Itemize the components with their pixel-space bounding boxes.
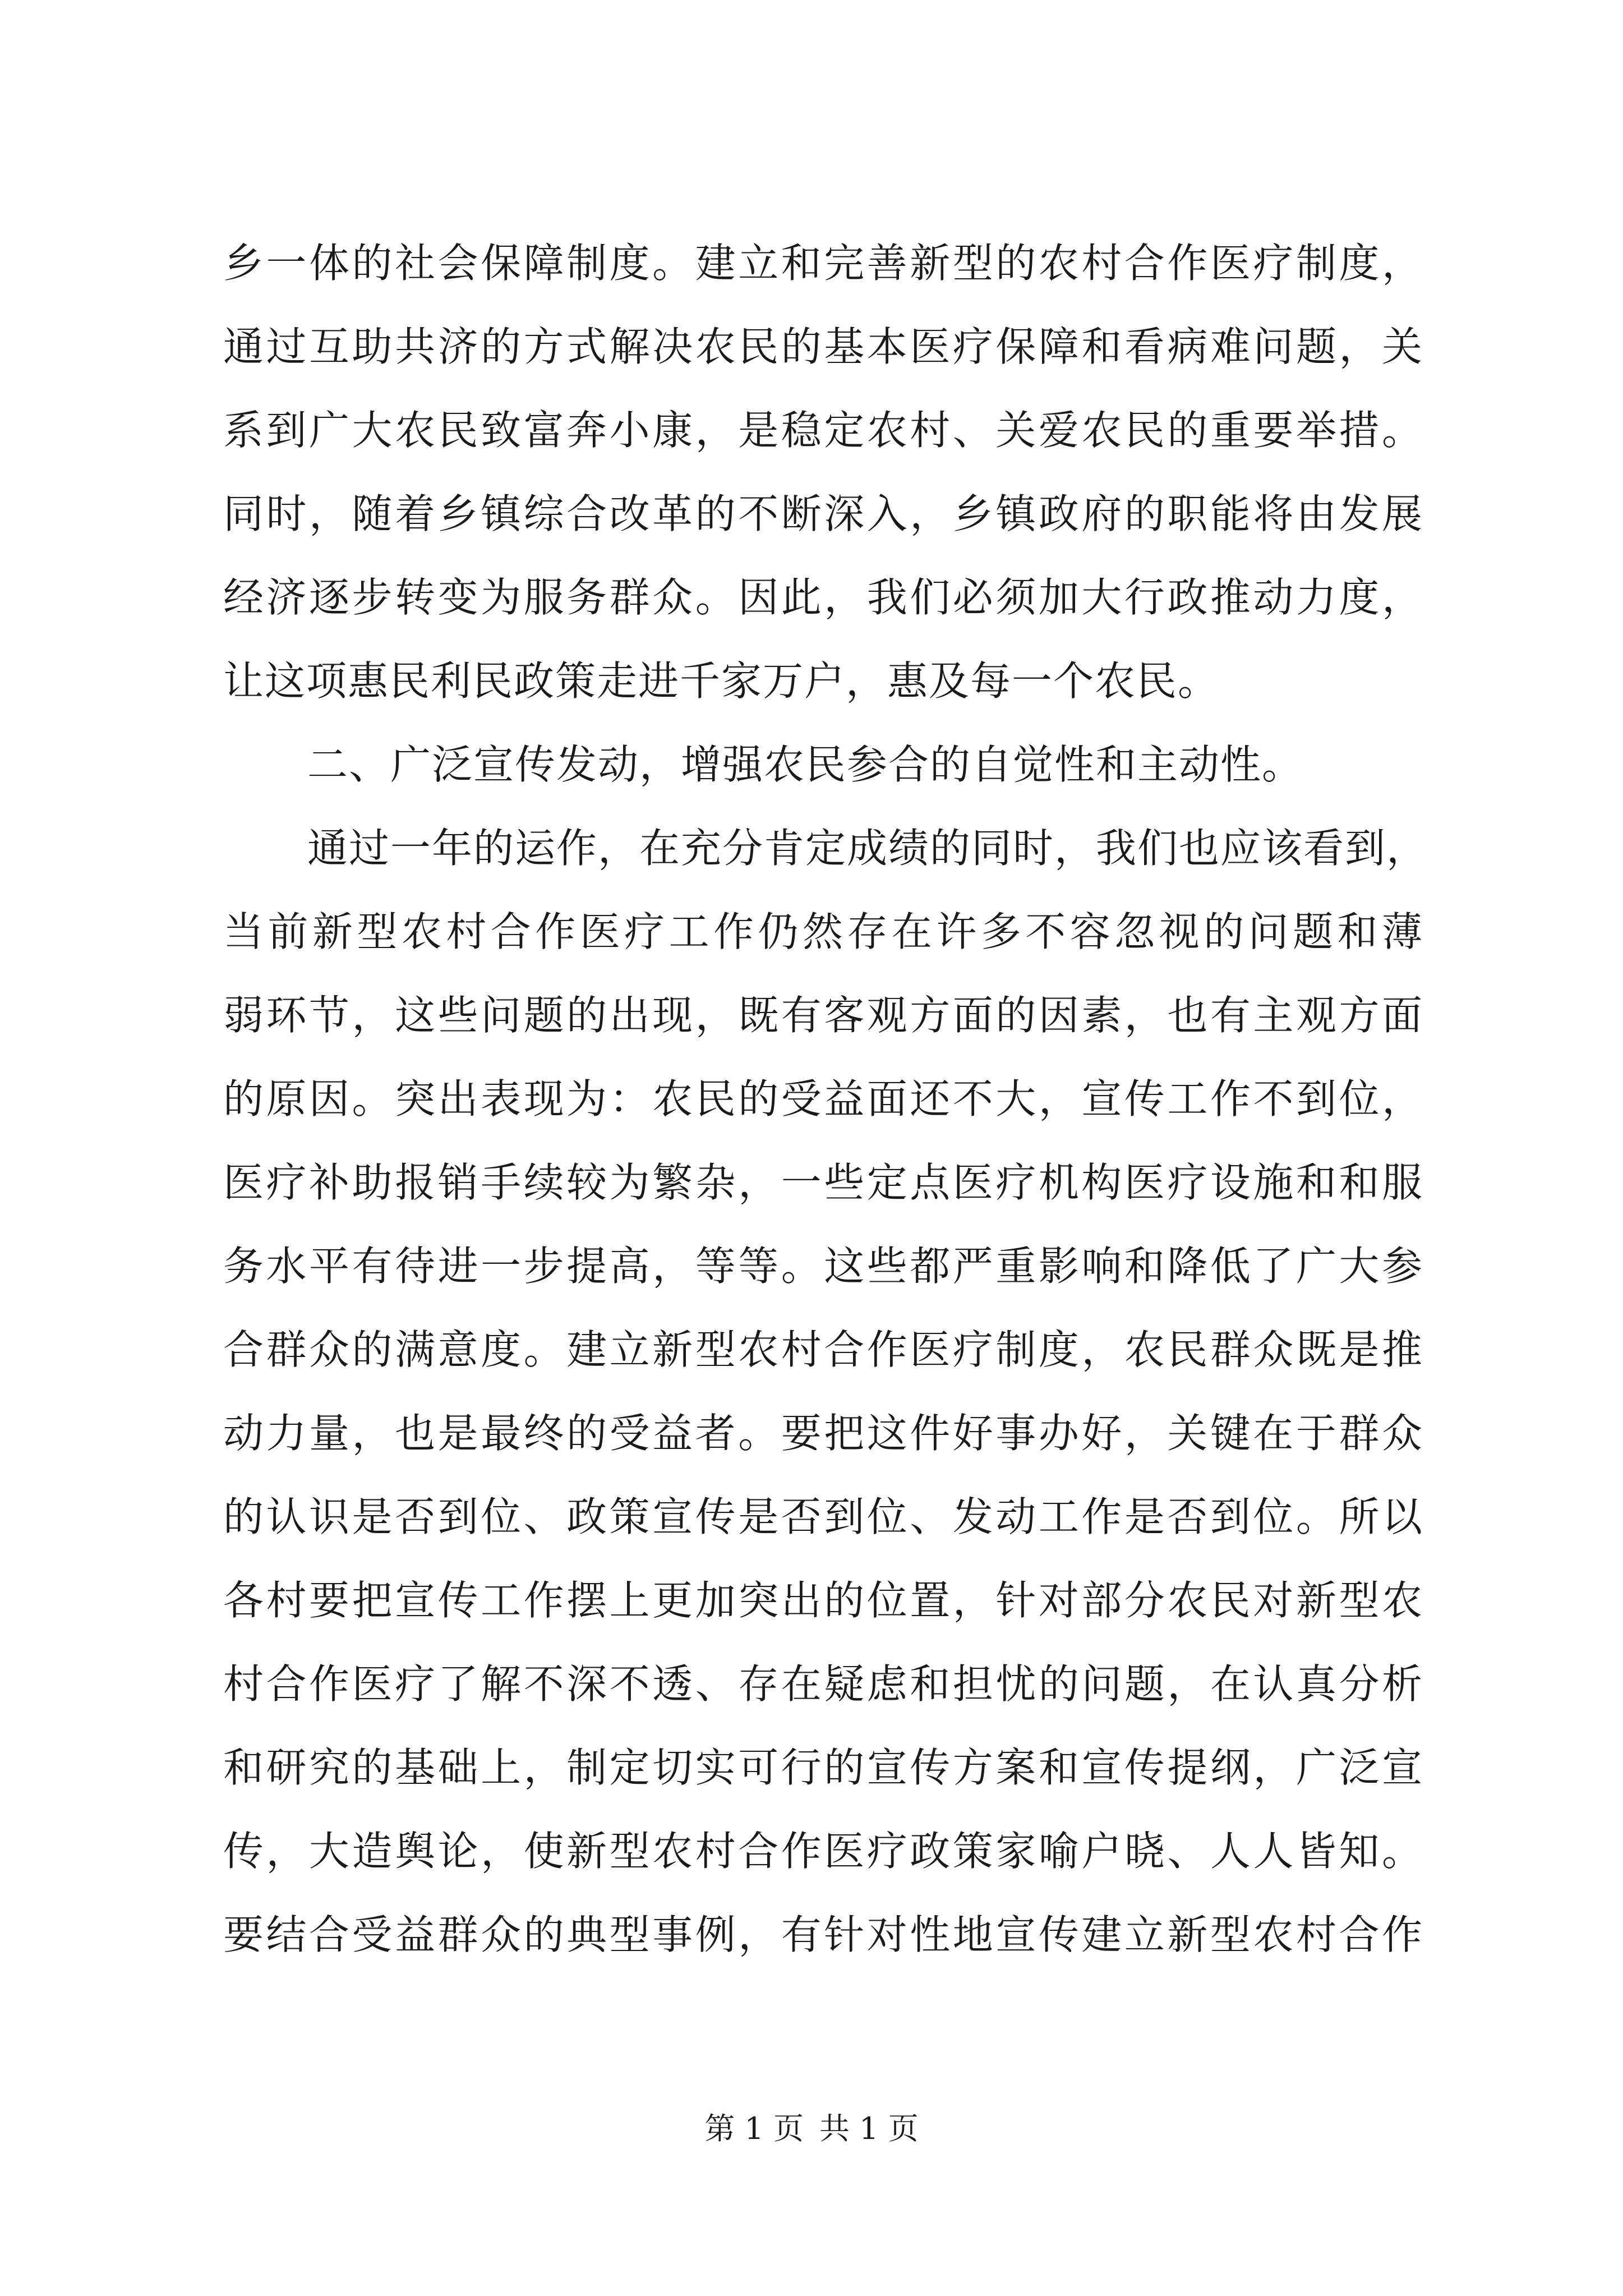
paragraph-2-line: 村合作医疗了解不深不透、存在疑虑和担忧的问题，在认真分析 [223, 1660, 1423, 1708]
paragraph-1-line: 通过互助共济的方式解决农民的基本医疗保障和看病难问题，关 [223, 323, 1423, 370]
paragraph-2-line: 各村要把宣传工作摆上更加突出的位置，针对部分农民对新型农 [223, 1577, 1423, 1624]
paragraph-1-line: 乡一体的社会保障制度。建立和完善新型的农村合作医疗制度， [223, 240, 1423, 287]
page-footer [0, 2109, 1623, 2148]
paragraph-1-line: 让这项惠民利民政策走进千家万户，惠及每一个农民。 [223, 657, 1220, 705]
page-total: 共 1 页 [819, 2111, 919, 2146]
paragraph-2-line: 务水平有待进一步提高，等等。这些都严重影响和降低了广大参 [223, 1243, 1423, 1290]
body-text [223, 222, 1428, 1977]
paragraph-2-line: 和研究的基础上，制定切实可行的宣传方案和宣传提纲，广泛宣 [223, 1744, 1423, 1791]
paragraph-2-line: 的原因。突出表现为：农民的受益面还不大，宣传工作不到位， [223, 1075, 1423, 1122]
paragraph-2-line: 的认识是否到位、政策宣传是否到位、发动工作是否到位。所以 [223, 1493, 1423, 1540]
paragraph-1-line: 系到广大农民致富奔小康，是稳定农村、关爱农民的重要举措。 [223, 407, 1423, 454]
paragraph-2-line: 合群众的满意度。建立新型农村合作医疗制度，农民群众既是推 [223, 1326, 1423, 1373]
paragraph-2-line: 弱环节，这些问题的出现，既有客观方面的因素，也有主观方面 [223, 992, 1423, 1039]
section-heading: 二、广泛宣传发动，增强农民参合的自觉性和主动性。 [307, 741, 1304, 788]
paragraph-2-line: 当前新型农村合作医疗工作仍然存在许多不容忽视的问题和薄 [223, 908, 1423, 955]
paragraph-2-line: 医疗补助报销手续较为繁杂，一些定点医疗机构医疗设施和和服 [223, 1159, 1423, 1206]
page-number: 第 1 页 [704, 2111, 804, 2146]
paragraph-2-line: 传，大造舆论，使新型农村合作医疗政策家喻户晓、人人皆知。 [223, 1828, 1423, 1875]
paragraph-1-line: 同时，随着乡镇综合改革的不断深入，乡镇政府的职能将由发展 [223, 490, 1423, 537]
paragraph-2-line: 要结合受益群众的典型事例，有针对性地宣传建立新型农村合作 [223, 1911, 1423, 1958]
paragraph-2-line: 通过一年的运作，在充分肯定成绩的同时，我们也应该看到， [307, 825, 1428, 872]
paragraph-2-line: 动力量，也是最终的受益者。要把这件好事办好，关键在于群众 [223, 1410, 1423, 1457]
paragraph-1-line: 经济逐步转变为服务群众。因此，我们必须加大行政推动力度， [223, 574, 1423, 621]
